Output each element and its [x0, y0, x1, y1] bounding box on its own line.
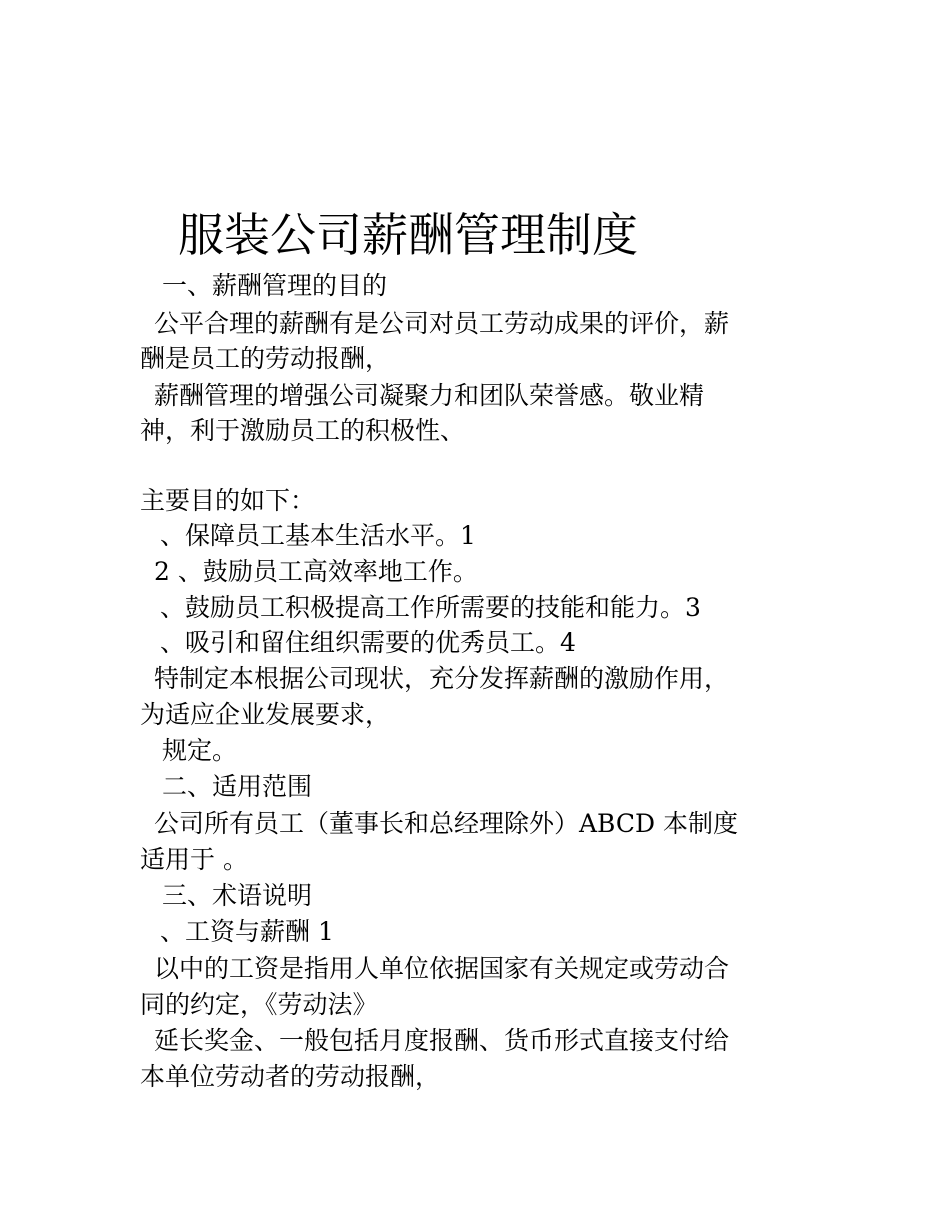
paragraph-line: 同的约定，《劳动法》 [140, 990, 378, 1019]
list-item: 、吸引和留住组织需要的优秀员工。4 [160, 628, 576, 657]
subsection-heading: 、工资与薪酬 1 [160, 917, 334, 946]
paragraph-line: 薪酬管理的增强公司凝聚力和团队荣誉感。敬业精 [154, 381, 705, 410]
paragraph-line: 为适应企业发展要求， [140, 700, 391, 729]
section-heading-purpose: 一、薪酬管理的目的 [162, 271, 388, 300]
section-heading-terms: 三、术语说明 [162, 881, 313, 910]
list-item: 、鼓励员工积极提高工作所需要的技能和能力。3 [160, 593, 701, 622]
paragraph-line: 公平合理的薪酬有是公司对员工劳动成果的评价，薪 [154, 309, 730, 338]
paragraph-line: 延长奖金、一般包括月度报酬、货币形式直接支付给 [154, 1026, 730, 1055]
paragraph-line: 酬是员工的劳动报酬， [140, 344, 391, 373]
paragraph-line: 神，利于激励员工的积极性、 [140, 416, 466, 445]
paragraph-line: 以中的工资是指用人单位依据国家有关规定或劳动合 [154, 954, 730, 983]
section-heading-scope: 二、适用范围 [162, 772, 313, 801]
paragraph-line: 公司所有员工（董事长和总经理除外）ABCD 本制度 [154, 809, 739, 838]
paragraph-line: 规定。 [162, 736, 238, 765]
paragraph-line: 适用于 。 [140, 845, 248, 874]
paragraph-line: 主要目的如下： [140, 486, 316, 515]
list-item: 2 、鼓励员工高效率地工作。 [154, 557, 478, 586]
paragraph-line: 特制定本根据公司现状，充分发挥薪酬的激励作用， [154, 664, 730, 693]
list-item: 、保障员工基本生活水平。1 [160, 521, 476, 550]
document-title: 服装公司薪酬管理制度 [178, 208, 638, 262]
paragraph-line: 本单位劳动者的劳动报酬， [140, 1062, 441, 1091]
